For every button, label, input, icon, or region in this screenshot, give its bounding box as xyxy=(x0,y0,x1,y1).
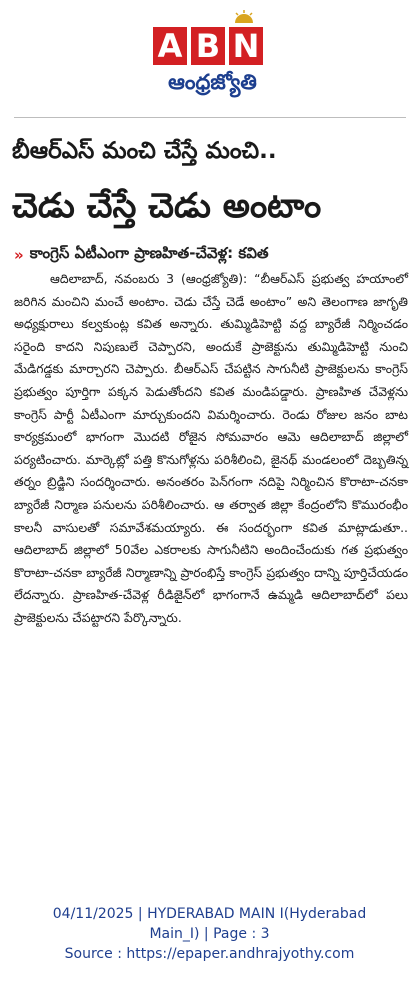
footer-source-line: Source : https://epaper.andhrajyothy.com xyxy=(64,946,355,962)
footer-edition-line: 04/11/2025 | HYDERABAD MAIN I(Hyderabad xyxy=(52,906,367,922)
article-paragraph: ఆదిలాబాద్, నవంబరు 3 (ఆంధ్రజ్యోతి): “బీఆర్ఎస్ ప్రభుత్వ హయాంలో జరిగిన మంచిని మంచే అంటాం. చెడు చేస్తే చెడే అంటాం” అని తెలంగాణ జాగృతి అధ్యక్షురాలు కల్వకుంట్ల కవిత అన్నారు. తుమ్మిడిహెట్టి వద్ద బ్యారేజీ నిర్మించడం సరైంది కాదని నిపుణులే చెప్పారని, అందుకే ప్రాజెక్టును తుమ్మిడిహెట్టి నుంచి మేడిగడ్డకు మార్చారని చెప్పారు. బీఆర్ఎస్ చేపట్టిన సాగునీటి ప్రాజెక్టులను కాంగ్రెస్ ప్రభుత్వం పూర్తిగా పక్కన పెడుతోందని కవిత మండిపడ్డారు. ప్రాణహిత చేవెళ్లను కాంగ్రెస్ పార్టీ ఏటీఎంగా మార్చుకుందని విమర్శించారు. రెండు రోజుల జనం బాట కార్యక్రమంలో భాగంగా మొదటి రోజైన సోమవారం ఆమె ఆదిలాబాద్ జిల్లాలో పర్యటించారు. మార్కెట్లో పత్తి కొనుగోళ్లను పరిశీలించి, జైనథ్ మండలంలో దెబ్బతిన్న తర్నం బ్రిడ్జిని సందర్శించారు. అనంతరం పెన్‌గంగా నదిపై నిర్మించిన కొరాటా-చనకా బ్యారేజీ నిర్మాణ పనులను పరిశీలించారు. ఆ తర్వాత జిల్లా కేంద్రంలోని కొమురంభీం కాలనీ వాసులతో సమావేశమయ్యారు. ఈ సందర్భంగా కవిత మాట్లాడుతూ.. ఆదిలాబాద్ జిల్లాలో 50వేల ఎకరాలకు సాగునీటిని అందించేందుకు గత ప్రభుత్వం కొరాటా-చనకా బ్యారేజీ నిర్మాణాన్ని ప్రారంభిస్తే కాంగ్రెస్ ప్రభుత్వం దాన్ని పూర్తిచేయడం లేదన్నారు. ప్రాణహిత-చేవెళ్ల రీడిజైన్‌లో భాగంగానే ఉమ్మడి ఆదిలాబాద్‌లో పలు ప్రాజెక్టులను చేపట్టారని పేర్కొన్నారు. xyxy=(14,271,408,625)
logo-telugu-wordmark: ఆంధ్రజ్యోతి xyxy=(168,70,257,94)
masthead xyxy=(0,0,419,110)
logo-letter-b: B xyxy=(191,27,225,65)
article-subhead xyxy=(14,244,409,266)
article-headline: చెడు చేస్తే చెడు అంటాం xyxy=(12,186,322,226)
logo-letter-n: N xyxy=(229,27,263,65)
logo-letter-a: A xyxy=(153,27,187,65)
article-subhead-text: కాంగ్రెస్ ఏటీఎంగా ప్రాణహిత-చేవెళ్ల: కవిత xyxy=(29,244,269,262)
masthead-divider xyxy=(14,117,406,118)
page-footer xyxy=(0,904,419,964)
article-kicker: బీఆర్ఎస్ మంచి చేస్తే మంచి.. xyxy=(12,138,277,164)
sun-icon xyxy=(233,10,255,24)
article-body xyxy=(14,268,408,630)
footer-page-line: Main_I) | Page : 3 xyxy=(149,926,270,942)
abn-logo xyxy=(153,27,263,65)
double-chevron-right-icon: » xyxy=(14,246,24,264)
